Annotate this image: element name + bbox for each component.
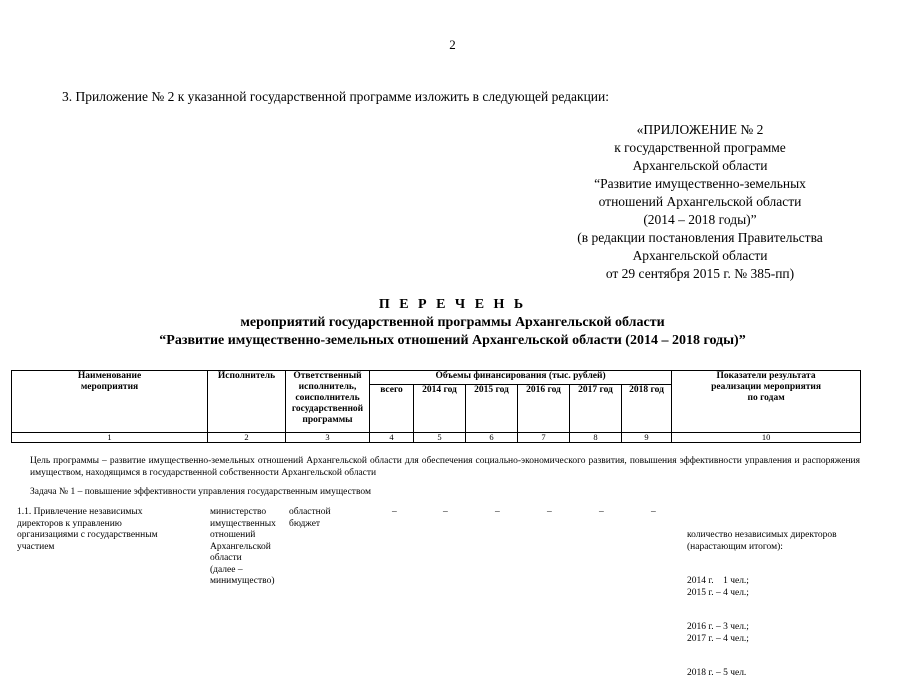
appendix-line: от 29 сентября 2015 г. № 385-пп) [605,266,795,281]
column-index: 3 [286,433,370,443]
header-2018: 2018 год [622,385,672,433]
appendix-line: «ПРИЛОЖЕНИЕ № 2 [636,122,764,137]
header-total: всего [370,385,414,433]
activity-indicators: количество независимых директоров (нарастающим итогом): 2014 г. 1 чел.; 2015 г. – 4 чел.; 2016 г. – 3 чел.; 2017 г. – 4 чел.; 2018 г. – 5 чел. [687,530,837,678]
task-1: Задача № 1 – повышение эффективности управления государственным имуществом [30,487,371,497]
value-total: – [392,507,397,517]
program-goal: Цель программы – развитие имущественно-земельных отношений Архангельской области для обеспечения социально-экономического развития, повышения эффективности управления и распоряжения имуществом, находящимся в государственной собственности Архангельской области [30,456,860,478]
appendix-line: отношений Архангельской области [598,194,802,209]
header-indicators: Показатели результата реализации мероприятия по годам [672,371,861,433]
appendix-line: Архангельской области [632,158,768,173]
column-index: 5 [414,433,466,443]
appendix-header [560,121,840,283]
value-2018: – [651,507,656,517]
column-index: 2 [208,433,286,443]
column-index-row [12,433,861,443]
header-2017: 2017 год [570,385,622,433]
appendix-line: Архангельской области [632,248,768,263]
activity-funding-source: областной бюджет [289,507,331,529]
column-index: 6 [466,433,518,443]
activities-table [11,370,861,443]
appendix-line: (в редакции постановления Правительства [577,230,823,245]
column-index: 9 [622,433,672,443]
header-2015: 2015 год [466,385,518,433]
appendix-line: к государственной программе [614,140,786,155]
program-name: “Развитие имущественно-земельных отношений Архангельской области (2014 – 2018 годы)” [159,333,746,348]
column-index: 4 [370,433,414,443]
header-executor: Исполнитель [208,371,286,433]
value-2014: – [443,507,448,517]
document-title: П Е Р Е Ч Е Н Ь [378,297,527,312]
activity-executor: министерство имущественных отношений Архангельской области (далее – минимущество) [210,507,276,586]
header-funding: Объемы финансирования (тыс. рублей) [370,371,672,385]
column-index: 7 [518,433,570,443]
column-index: 10 [672,433,861,443]
header-2014: 2014 год [414,385,466,433]
document-subtitle: мероприятий государственной программы Архангельской области [240,315,665,330]
column-index: 1 [12,433,208,443]
amendment-item-3: 3. Приложение № 2 к указанной государственной программе изложить в следующей редакции: [62,89,609,104]
column-index: 8 [570,433,622,443]
appendix-line: “Развитие имущественно-земельных [594,176,806,191]
header-activity-name: Наименование мероприятия [12,371,208,433]
appendix-line: (2014 – 2018 годы)” [643,212,757,227]
value-2015: – [495,507,500,517]
value-2017: – [599,507,604,517]
header-responsible: Ответственный исполнитель, соисполнитель государственной программы [286,371,370,433]
page-number: 2 [449,37,456,52]
activity-name: 1.1. Привлечение независимых директоров к управлению организациями с государственным участием [17,507,158,552]
value-2016: – [547,507,552,517]
header-2016: 2016 год [518,385,570,433]
